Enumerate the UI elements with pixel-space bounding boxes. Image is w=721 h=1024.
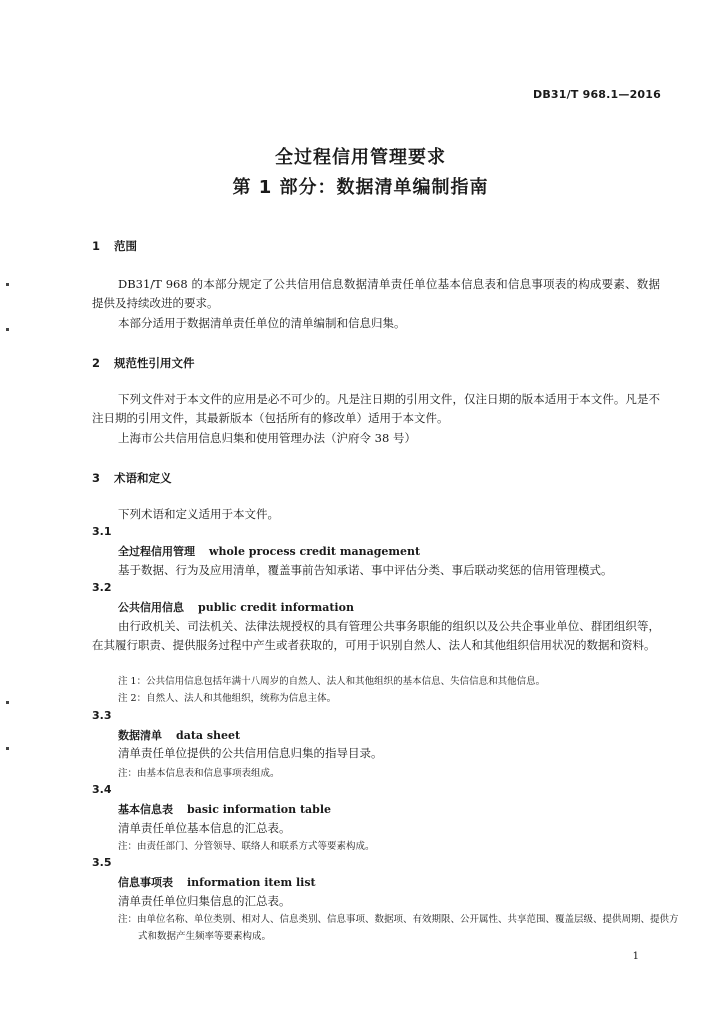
term-number: 3.2 (92, 581, 112, 594)
section-title: 范围 (114, 239, 137, 253)
section-number: 1 (92, 239, 101, 253)
terms-intro: 下列术语和定义适用于本文件。 (118, 507, 279, 521)
references-paragraph: 下列文件对于本文件的应用是必不可少的。凡是注日期的引用文件，仅注日期的版本适用于本文件。凡是不注日期的引用文件，其最新版本（包括所有的修改单）适用于本文件。 (92, 392, 660, 425)
reference-document: 上海市公共信用信息归集和使用管理办法（沪府令 38 号） (118, 431, 416, 445)
margin-mark (6, 283, 9, 286)
term-zh: 公共信用信息 (118, 601, 184, 614)
document-title: 全过程信用管理要求 (275, 147, 446, 168)
term-zh: 数据清单 (118, 729, 162, 742)
term-title (118, 801, 331, 817)
term-zh: 信息事项表 (118, 876, 173, 889)
term-zh: 基本信息表 (118, 803, 173, 816)
term-definition: 清单责任单位归集信息的汇总表。 (118, 894, 291, 908)
section-heading-terms (92, 470, 172, 486)
term-definition: 基于数据、行为及应用清单，覆盖事前告知承诺、事中评估分类、事后联动奖惩的信用管理模式。 (118, 563, 613, 577)
section-heading-scope (92, 238, 137, 254)
term-en: basic information table (187, 803, 332, 816)
term-definition: 由行政机关、司法机关、法律法规授权的具有管理公共事务职能的组织以及公共企事业单位、群团组织等，在其履行职责、提供服务过程中产生或者获取的，可用于识别自然人、法人和其他组织信用状况的数据和资料。 (92, 619, 660, 652)
document-subtitle: 第 1 部分：数据清单编制指南 (232, 177, 489, 198)
scope-paragraph: DB31/T 968 的本部分规定了公共信用信息数据清单责任单位基本信息表和信息事项表的构成要素、数据提供及持续改进的要求。 (92, 277, 660, 310)
section-heading-normative-references (92, 355, 195, 371)
term-zh: 全过程信用管理 (118, 545, 195, 558)
term-number: 3.3 (92, 709, 112, 722)
scope-applicability: 本部分适用于数据清单责任单位的清单编制和信息归集。 (118, 316, 406, 330)
term-definition: 清单责任单位基本信息的汇总表。 (118, 821, 291, 835)
term-title (118, 874, 316, 890)
term-note: 注 2：自然人、法人和其他组织，统称为信息主体。 (118, 693, 337, 704)
margin-mark (6, 747, 9, 750)
term-en: data sheet (176, 729, 241, 742)
section-number: 2 (92, 356, 101, 370)
term-en: information item list (187, 876, 316, 889)
term-number: 3.5 (92, 856, 112, 869)
term-title (118, 599, 354, 615)
term-number: 3.4 (92, 783, 112, 796)
section-number: 3 (92, 471, 101, 485)
margin-mark (6, 328, 9, 331)
term-title (118, 727, 240, 743)
term-note: 注：由责任部门、分管领导、联络人和联系方式等要素构成。 (118, 841, 375, 852)
margin-mark (6, 701, 9, 704)
standard-code: DB31/T 968.1—2016 (533, 88, 661, 101)
term-note: 注 1：公共信用信息包括年满十八周岁的自然人、法人和其他组织的基本信息、失信信息和其他信息。 (118, 676, 546, 687)
term-note: 注：由基本信息表和信息事项表组成。 (118, 768, 280, 779)
term-en: public credit information (198, 601, 354, 614)
term-definition: 清单责任单位提供的公共信用信息归集的指导目录。 (118, 746, 383, 760)
term-title (118, 543, 420, 559)
section-title: 术语和定义 (114, 471, 172, 485)
term-note: 注：由单位名称、单位类别、相对人、信息类别、信息事项、数据项、有效期限、公开属性、共享范围、覆盖层级、提供周期、提供方式和数据产生频率等要素构成。 (118, 914, 679, 942)
page-number: 1 (632, 951, 639, 962)
term-number: 3.1 (92, 525, 112, 538)
term-en: whole process credit management (209, 545, 421, 558)
section-title: 规范性引用文件 (114, 356, 195, 370)
